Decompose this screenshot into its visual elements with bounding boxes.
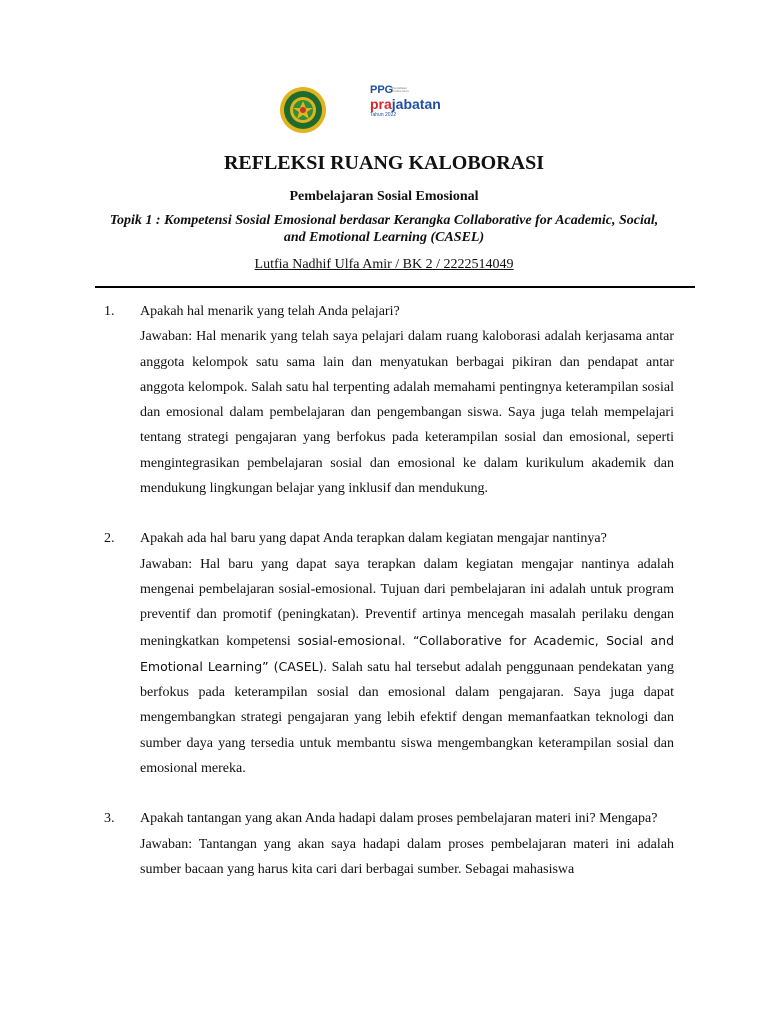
question-item-2 xyxy=(104,526,674,781)
author-text: Lutfia Nadhif Ulfa Amir / BK 2 / 2222514049 xyxy=(254,257,514,272)
ppg-logo-tagline: Pendidikan Profesi Guru xyxy=(392,86,409,93)
ppg-logo-main-a: pra xyxy=(370,96,392,112)
answer-text xyxy=(140,552,674,782)
question-number: 2. xyxy=(104,531,115,547)
question-item-1 xyxy=(104,299,674,501)
question-number: 3. xyxy=(104,811,115,827)
header-logos xyxy=(0,80,768,140)
question-body xyxy=(140,299,674,501)
header-divider xyxy=(95,286,695,288)
ppg-logo-top: PPG xyxy=(370,84,394,96)
question-body xyxy=(140,806,674,882)
ppg-logo-year: Tahun 2022 xyxy=(370,112,397,118)
question-body xyxy=(140,526,674,781)
question-text: Apakah ada hal baru yang dapat Anda terapkan dalam kegiatan mengajar nantinya? xyxy=(140,531,607,547)
document-topic: Topik 1 : Kompetensi Sosial Emosional berdasar Kerangka Collaborative for Academic, Social, and Emotional Learning (CASEL) xyxy=(109,213,659,245)
document-subtitle: Pembelajaran Sosial Emosional xyxy=(289,189,479,204)
ppg-logo-main-b: jabatan xyxy=(391,96,441,112)
answer-text-casel: sosial-emosional. “Collaborative for Academic, Social and Emotional Learning” (CASEL) xyxy=(140,632,675,674)
university-logo xyxy=(279,86,327,134)
question-text: Apakah hal menarik yang telah Anda pelajari? xyxy=(140,304,400,319)
ppg-logo-main xyxy=(370,96,450,112)
document-title: REFLEKSI RUANG KALOBORASI xyxy=(223,152,545,174)
question-item-3 xyxy=(104,806,674,882)
question-text: Apakah tantangan yang akan Anda hadapi dalam proses pembelajaran materi ini? Mengapa? xyxy=(140,811,658,827)
question-list xyxy=(104,299,674,907)
answer-text: Jawaban: Tantangan yang akan saya hadapi dalam proses pembelajaran materi ini adalah sumber bacaan yang harus kita cari dari berbagai sumber. Sebagai mahasiswa xyxy=(140,836,674,877)
answer-text-part-a: Jawaban: Hal baru yang dapat saya terapkan dalam kegiatan mengajar nantinya adalah mengenai pembelajaran sosial-emosional. Tujuan dari pembelajaran ini adalah untuk program preventif dan promotif (peningkatan). Preventif artinya mencegah masalah perilaku dengan meningkatkan kompetensi xyxy=(140,556,674,649)
author-line xyxy=(0,257,768,273)
question-number: 1. xyxy=(104,304,115,319)
answer-text: Jawaban: Hal menarik yang telah saya pelajari dalam ruang kaloborasi adalah kerjasama antar anggota kelompok satu sama lain dan menyatukan berbagai pikiran dan pendapat antar anggota kelompok. Salah satu hal terpenting adalah memahami pentingnya keterampilan sosial dan emosional dalam pembelajaran dan pengembangan siswa. Saya juga telah mempelajari tentang strategi pengajaran yang berfokus pada keterampilan sosial dan emosional, seperti mengintegrasikan pembelajaran sosial dan emosional ke dalam kurikulum akademik dan mendukung lingkungan belajar yang inklusif dan mendukung. xyxy=(140,329,674,497)
answer-text-part-c: . Salah satu hal tersebut adalah penggunaan pendekatan yang berfokus pada keterampilan sosial dan emosional dalam pengajaran. Saya juga dapat mengembangkan strategi pengajaran yang lebih efektif dengan memanfaatkan teknologi dan sumber daya yang tersedia untuk membantu siswa mengembangkan keterampilan sosial dan emosional mereka. xyxy=(140,659,674,777)
ppg-prajabatan-logo xyxy=(370,84,450,132)
